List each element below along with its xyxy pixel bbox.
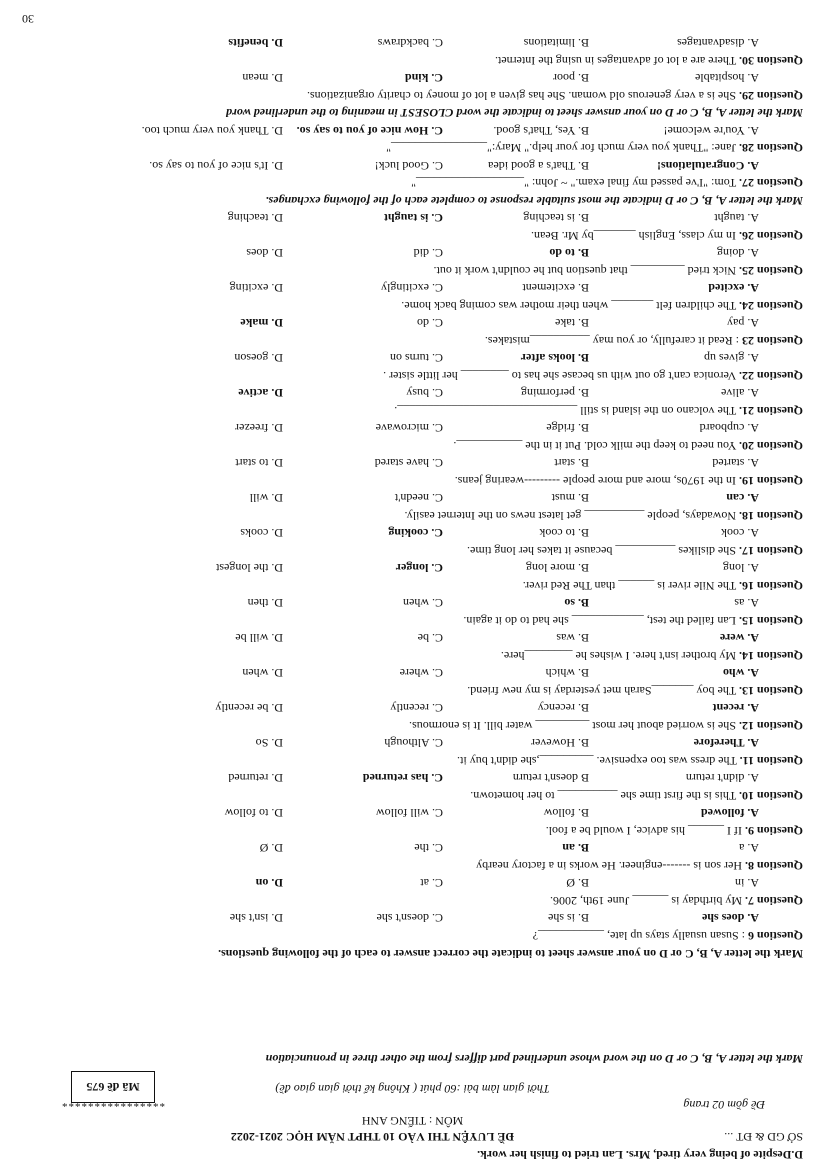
answer-option: A. excited xyxy=(708,281,759,296)
answer-option: D. benefits xyxy=(228,36,283,51)
answer-option: B. However xyxy=(531,736,589,751)
answer-option: B. limitations xyxy=(523,36,589,51)
question-options xyxy=(18,70,803,87)
question-options xyxy=(18,385,803,402)
answer-option: D. when xyxy=(242,666,283,681)
answer-option: C. How nice of you to say so. xyxy=(296,124,443,138)
answer-option: C. Good luck! xyxy=(374,159,443,173)
answer-option: C. Although xyxy=(384,736,443,751)
question-stem: Question 11. The dress was too expensive. _________,she didn't buy it. xyxy=(457,754,803,768)
question-stem: Question 12. She is worried about her most _________ water bill. It is enormous. xyxy=(409,719,803,733)
question-options xyxy=(18,665,803,682)
department-label: SỞ GD & ĐT ... xyxy=(724,1130,803,1144)
answer-option: D. teaching xyxy=(227,211,283,226)
question-row xyxy=(18,998,803,1015)
question-options xyxy=(18,35,803,52)
question-stem: Question 28. Jane: "Thank you very much for your help." Mary:"________________" xyxy=(386,141,803,156)
answer-option: B. fridge xyxy=(546,421,589,436)
answer-option: B. recency xyxy=(537,701,589,716)
answer-option: C. needn't xyxy=(394,491,443,506)
question-options xyxy=(18,350,803,367)
question-options xyxy=(18,280,803,297)
answer-option: D. be recently xyxy=(215,701,283,716)
answer-option: B. performing xyxy=(521,386,589,401)
question-stem: Question 27. Tom: "I've passed my final exam." ~ John: "__________________" xyxy=(411,176,803,191)
question-stem: Question 30. There are a lot of advantages in using the Internet. xyxy=(494,54,803,68)
question-stem: Question 19. In the 1970s, more and more people ---------wearing jeans. xyxy=(454,474,803,488)
answer-option: B doesn't return xyxy=(512,771,589,786)
question-options xyxy=(18,122,803,139)
answer-option: B. follow xyxy=(543,806,589,821)
question-stem: Question 9. If I ______ his advice, I would be a fool. xyxy=(545,824,803,838)
answer-option: B. looks after xyxy=(520,351,589,366)
answer-option: C. do xyxy=(416,316,443,331)
page-count: Đề gồm 02 trang xyxy=(683,1098,765,1112)
time-note: Thời gian làm bài :60 phút ( Không kể thời gian giao đề) xyxy=(275,1082,550,1096)
question-stem: Question 22. Veronica can't go out with us becase she has to ________ her little sister . xyxy=(383,369,803,383)
answer-option: A. doing xyxy=(717,246,759,261)
answer-option: D. mean xyxy=(242,71,283,86)
answer-option: C. backdraws xyxy=(377,36,443,51)
answer-option: B. Yes, That's good. xyxy=(493,124,589,138)
question-stem: Question 17. She dislikes __________ because it takes her long time. xyxy=(467,544,803,558)
question-options xyxy=(18,210,803,227)
question-stem: Question 7. My birthday is ______ June 19th, 2006. xyxy=(549,894,803,908)
answer-option: A. didn't return xyxy=(685,771,759,786)
answer-option: C. has returned xyxy=(362,771,443,786)
answer-option: C. the xyxy=(414,841,443,856)
instruction-closest: Mark the letter A, B, C or D on your answer sheet to indicate the word CLOSEST in meaning to the underlined word xyxy=(226,106,803,121)
question-options xyxy=(18,490,803,507)
question-stem: Question 6 : Susan usually stays up late, ___________? xyxy=(532,929,803,943)
answer-option: C. when xyxy=(403,596,443,611)
question-row xyxy=(18,1015,803,1032)
answer-option: C. kind xyxy=(404,71,443,86)
answer-option: A. Therefore xyxy=(693,736,759,751)
answer-option: C. recently xyxy=(390,701,443,716)
page-number: 30 xyxy=(22,12,34,26)
answer-option: A. gives up xyxy=(704,351,759,366)
question-options xyxy=(18,910,803,927)
question-stem: Question 26. In my class, English _______by Mr. Bean. xyxy=(531,229,803,243)
answer-option: A. started xyxy=(712,456,759,471)
answer-option: C. doesn't she xyxy=(376,911,443,926)
question-stem: Question 14. My brother isn't here. I wishes he ________here. xyxy=(500,649,803,663)
answer-option: D. cooks xyxy=(240,526,283,541)
answer-option: A. taught xyxy=(714,211,759,226)
question-options xyxy=(18,875,803,892)
answer-option: A. You're welcome! xyxy=(663,124,759,138)
instruction-exchanges: Mark the letter A, B, C or D indicate the most suitable response to complete each of the following exchanges. xyxy=(265,194,803,208)
answer-option: B. That's a good idea xyxy=(488,159,589,173)
question-options xyxy=(18,525,803,542)
question-options xyxy=(18,157,803,174)
answer-option: B. excitement xyxy=(522,281,589,296)
question-options xyxy=(18,560,803,577)
answer-option: D. returned xyxy=(228,771,283,786)
answer-option: B. start xyxy=(554,456,589,471)
answer-option: D. on xyxy=(255,876,283,891)
answer-option: D. then xyxy=(247,596,283,611)
answer-option: D. will be xyxy=(235,631,283,646)
answer-option: D. freezer xyxy=(235,421,283,436)
question-stem: Question 10. This is the first time she __________ to her hometown. xyxy=(470,789,803,803)
answer-option: A. recent xyxy=(712,701,759,716)
answer-option: C. busy xyxy=(406,386,443,401)
answer-option: D. goeson xyxy=(234,351,283,366)
answer-option: B. to do xyxy=(549,246,589,261)
answer-option: B. was xyxy=(556,631,589,646)
answer-option: B. take xyxy=(555,316,589,331)
answer-option: D. make xyxy=(240,316,283,331)
question-stem: Question 13. The boy _______Sarah met yesterday is my new friend. xyxy=(467,684,803,698)
carryover-answer: D.Despite of being very tired, Mrs. Lan tried to finish her work. xyxy=(477,1148,803,1162)
question-options xyxy=(18,700,803,717)
answer-option: A. disadvantages xyxy=(677,36,759,51)
instruction-correct-answer: Mark the letter A, B, C or D on your answer sheet to indicate the correct answer to each of the following questions. xyxy=(218,947,803,961)
question-options xyxy=(18,840,803,857)
answer-option: D. to follow xyxy=(224,806,283,821)
answer-option: D. isn't she xyxy=(229,911,283,926)
question-stem: Question 16. The Nile river is ______ than The Red river. xyxy=(522,579,803,593)
answer-option: B. to cook xyxy=(539,526,589,541)
answer-option: A. does she xyxy=(701,911,759,926)
answer-option: C. longer xyxy=(395,561,443,576)
answer-option: B. which xyxy=(545,666,589,681)
answer-option: A. a xyxy=(739,841,759,856)
question-stem: Question 24. The children felt _______ when their mother was coming back home. xyxy=(401,299,803,313)
question-stem: Question 8. Her son is -------engineer. He works in a factory nearby xyxy=(476,859,803,873)
answer-option: B. poor xyxy=(553,71,589,86)
answer-option: D. Ø xyxy=(259,841,283,856)
answer-option: B. so xyxy=(564,596,589,611)
answer-option: D. to start xyxy=(235,456,283,471)
answer-option: D. Thank you very much too. xyxy=(141,124,283,138)
answer-option: B. Ø xyxy=(566,876,589,891)
answer-option: C. did xyxy=(413,246,443,261)
answer-option: C. turns on xyxy=(389,351,443,366)
answer-option: D. the longest xyxy=(216,561,283,576)
answer-option: A. who xyxy=(722,666,759,681)
answer-option: D. active xyxy=(238,386,283,401)
question-stem: Question 18. Nowadays, people __________ get latest news on the Internet easily. xyxy=(404,509,803,523)
question-options xyxy=(18,805,803,822)
answer-option: A. cupboard xyxy=(699,421,759,436)
answer-option: B. an xyxy=(562,841,589,856)
question-stem: Question 20. You need to keep the milk cold. Put it in the ___________. xyxy=(453,439,803,453)
question-stem: Question 15. Lan failed the test, ____________ she had to do it again. xyxy=(463,614,803,628)
answer-option: D. exciting xyxy=(229,281,283,296)
answer-option: D. will xyxy=(249,491,283,506)
question-stem: Question 25. Nick tried _________ that question but he couldn't work it out. xyxy=(433,264,803,278)
answer-option: A. cook xyxy=(721,526,759,541)
answer-option: A. as xyxy=(734,596,759,611)
answer-option: C. at xyxy=(420,876,443,891)
answer-option: A. pay xyxy=(727,316,759,331)
decorative-stars: **************** xyxy=(61,1097,165,1109)
answer-option: C. will follow xyxy=(375,806,443,821)
answer-option: D. It's nice of you to say so. xyxy=(149,159,283,173)
answer-option: C. be xyxy=(417,631,443,646)
answer-option: B. more long xyxy=(526,561,589,576)
answer-option: A. Congratulations! xyxy=(656,159,759,173)
answer-option: B. is teaching xyxy=(523,211,589,226)
answer-option: A. can xyxy=(726,491,759,506)
question-options xyxy=(18,315,803,332)
answer-option: A. alive xyxy=(721,386,759,401)
question-stem: Question 21. The volcano on the island is still ______________________________. xyxy=(394,404,803,418)
answer-option: D. So xyxy=(255,736,283,751)
answer-option: C. have stared xyxy=(374,456,443,471)
answer-option: C. excitingly xyxy=(381,281,443,296)
question-options xyxy=(18,420,803,437)
subject-label: MÔN : TIẾNG ANH xyxy=(361,1114,464,1128)
question-options xyxy=(18,595,803,612)
answer-option: C. cooking xyxy=(388,526,443,541)
answer-option: B. must xyxy=(551,491,589,506)
answer-option: C. is taught xyxy=(383,211,443,226)
answer-option: A. hospitable xyxy=(695,71,759,86)
question-options xyxy=(18,245,803,262)
question-options xyxy=(18,735,803,752)
question-options xyxy=(18,630,803,647)
answer-option: A. long xyxy=(723,561,759,576)
question-row xyxy=(18,981,803,998)
question-row xyxy=(18,1032,803,1049)
answer-option: C. microwave xyxy=(375,421,443,436)
answer-option: D. does xyxy=(246,246,283,261)
question-stem: Question 29. She is a very generous old woman. She has given a lot of money to charity organizations. xyxy=(306,89,803,103)
answer-option: A. followed xyxy=(701,806,759,821)
question-row xyxy=(18,964,803,981)
answer-option: A. in xyxy=(735,876,759,891)
question-options xyxy=(18,455,803,472)
exam-code-box: Mã đề 675 xyxy=(71,1071,155,1103)
question-options xyxy=(18,770,803,787)
exam-title: ĐỀ LUYỆN THI VÀO 10 THPT NĂM HỌC 2021-2022 xyxy=(230,1130,515,1144)
instruction-pronunciation: Mark the letter A, B, C or D on the word whose underlined part differs from the other three in pronunciation xyxy=(265,1052,803,1066)
answer-option: A. were xyxy=(719,631,759,646)
answer-option: B. is she xyxy=(547,911,589,926)
answer-option: C. where xyxy=(399,666,443,681)
question-stem: Question 23 : Read it carefully, or you may __________mistakes. xyxy=(484,334,803,348)
